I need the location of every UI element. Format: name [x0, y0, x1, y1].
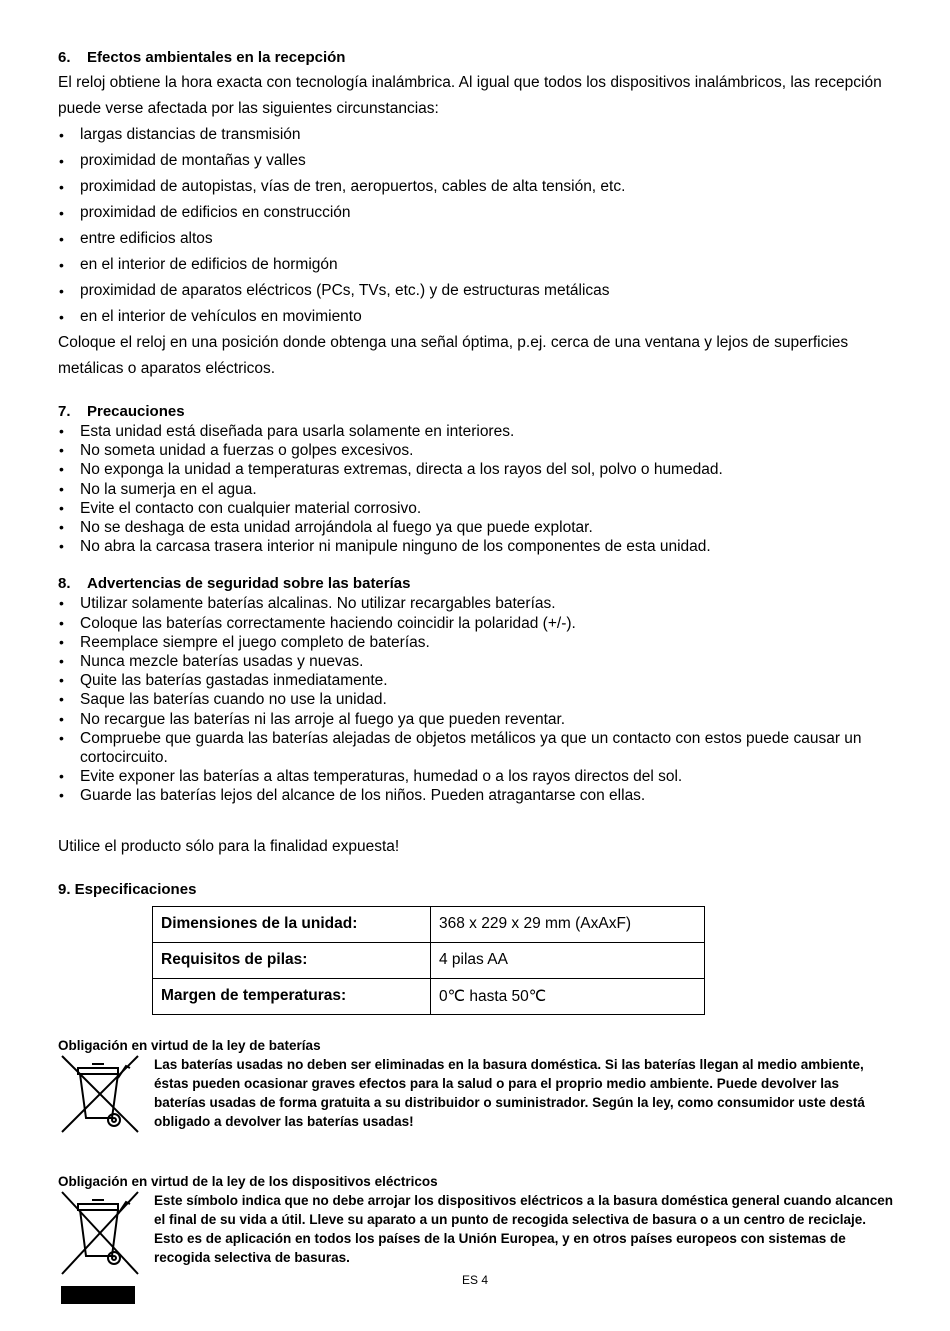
- section-6-intro: El reloj obtiene la hora exacta con tecnología inalámbrica. Al igual que todos los dispositivos inalámbricos, las recepción puede verse afectada por las siguientes circunstancias:: [58, 74, 882, 117]
- list-item: • Esta unidad está diseñada para usarla solamente en interiores.: [58, 422, 898, 441]
- section-7: [58, 402, 898, 556]
- spec-row: [153, 942, 705, 978]
- device-law-text: Este símbolo indica que no debe arrojar los dispositivos eléctricos a la basura doméstica general cuando alcancen el final de su vida a útil. Lleve su aparato a un punto de recogida selectiva de basura o a un centro de reciclaje. Esto es de aplicación en todos los países de la Unión Europea, y en otros países europeos con sistemas de recogida selectiva de basuras.: [154, 1192, 893, 1266]
- list-item: • proximidad de autopistas, vías de tren, aeropuertos, cables de alta tensión, etc.: [58, 174, 898, 200]
- list-item: • No recargue las baterías ni las arroje al fuego ya que pueden reventar.: [58, 710, 898, 729]
- spec-value: 0℃ hasta 50℃: [431, 978, 705, 1014]
- list-item: • No exponga la unidad a temperaturas extremas, directa a los rayos del sol, polvo o humedad.: [58, 460, 898, 479]
- crossed-out-wheelie-bin-icon: [58, 1190, 154, 1281]
- spec-key: Dimensiones de la unidad:: [153, 906, 431, 942]
- section-7-title: Precauciones: [87, 403, 185, 420]
- battery-law-title: Obligación en virtud de la ley de baterías: [58, 1037, 321, 1053]
- list-item: • proximidad de edificios en construcción: [58, 200, 898, 226]
- section-6-title: Efectos ambientales en la recepción: [87, 49, 346, 66]
- section-7-heading: 7. Precauciones: [58, 403, 185, 420]
- device-law-notice: [58, 1173, 898, 1281]
- list-item: • Guarde las baterías lejos del alcance de los niños. Pueden atragantarse con ellas.: [58, 786, 898, 805]
- list-item: • Evite exponer las baterías a altas temperaturas, humedad o a los rayos directos del sol.: [58, 767, 898, 786]
- list-item: • entre edificios altos: [58, 226, 898, 252]
- section-9-heading: 9. Especificaciones: [58, 880, 197, 898]
- spec-value: 368 x 229 x 29 mm (AxAxF): [431, 906, 705, 942]
- list-item: • proximidad de aparatos eléctricos (PCs, TVs, etc.) y de estructuras metálicas: [58, 278, 898, 304]
- section-6: [58, 48, 898, 382]
- battery-law-text: Las baterías usadas no deben ser eliminadas en la basura doméstica. Si las baterías llegan al medio ambiente, éstas pueden ocasionar graves efectos para la salud o para el proprio medio ambiente. Puede devolver las baterías usadas de forma gratuita a su distribuidor o suministrador. Según la ley, como consumidor uste destá obligado a devolver las baterías usadas!: [154, 1056, 865, 1130]
- spec-value: 4 pilas AA: [431, 942, 705, 978]
- list-item: • No abra la carcasa trasera interior ni manipule ninguno de los componentes de esta unidad.: [58, 537, 898, 556]
- device-law-title: Obligación en virtud de la ley de los dispositivos eléctricos: [58, 1173, 438, 1189]
- page-number: ES 4: [461, 1273, 488, 1287]
- section-8-title: Advertencias de seguridad sobre las baterías: [87, 575, 411, 593]
- battery-law-notice: [58, 1037, 898, 1139]
- list-item: • No la sumerja en el agua.: [58, 480, 898, 499]
- list-item: • en el interior de vehículos en movimiento: [58, 304, 898, 330]
- list-item: • Utilizar solamente baterías alcalinas. No utilizar recargables baterías.: [58, 594, 898, 613]
- list-item: • Reemplace siempre el juego completo de baterías.: [58, 633, 898, 652]
- spec-row: [153, 978, 705, 1014]
- list-item: • Quite las baterías gastadas inmediatamente.: [58, 671, 898, 690]
- section-6-heading: 6. Efectos ambientales en la recepción: [58, 49, 346, 66]
- black-bar: [61, 1286, 135, 1304]
- section-9: [58, 880, 898, 1015]
- list-item: • Coloque las baterías correctamente haciendo coincidir la polaridad (+/-).: [58, 614, 898, 633]
- section-6-outro: Coloque el reloj en una posición donde obtenga una señal óptima, p.ej. cerca de una ventana y lejos de superficies metálicas o aparatos eléctricos.: [58, 334, 849, 377]
- list-item: • Compruebe que guarda las baterías alejadas de objetos metálicos ya que un contacto con estos puede causar un cortocircuito.: [58, 729, 898, 767]
- spec-row: [153, 906, 705, 942]
- closing-note: Utilice el producto sólo para la finalidad expuesta!: [58, 837, 400, 855]
- list-item: • No someta unidad a fuerzas o golpes excesivos.: [58, 441, 898, 460]
- list-item: • Nunca mezcle baterías usadas y nuevas.: [58, 652, 898, 671]
- list-item: • Evite el contacto con cualquier material corrosivo.: [58, 499, 898, 518]
- crossed-out-wheelie-bin-icon: [58, 1054, 154, 1139]
- section-7-list: [58, 422, 898, 556]
- spec-key: Margen de temperaturas:: [153, 978, 431, 1014]
- list-item: • proximidad de montañas y valles: [58, 148, 898, 174]
- spec-table: [152, 906, 705, 1015]
- section-8: [58, 574, 898, 805]
- list-item: • Saque las baterías cuando no use la unidad.: [58, 690, 898, 709]
- document-page: [58, 48, 898, 1281]
- section-8-list: [58, 594, 898, 805]
- spec-key: Requisitos de pilas:: [153, 942, 431, 978]
- section-8-heading: 8. Advertencias de seguridad sobre las baterías: [58, 575, 411, 593]
- list-item: • No se deshaga de esta unidad arrojándola al fuego ya que puede explotar.: [58, 518, 898, 537]
- list-item: • en el interior de edificios de hormigón: [58, 252, 898, 278]
- list-item: • largas distancias de transmisión: [58, 122, 898, 148]
- section-6-list: [58, 122, 898, 330]
